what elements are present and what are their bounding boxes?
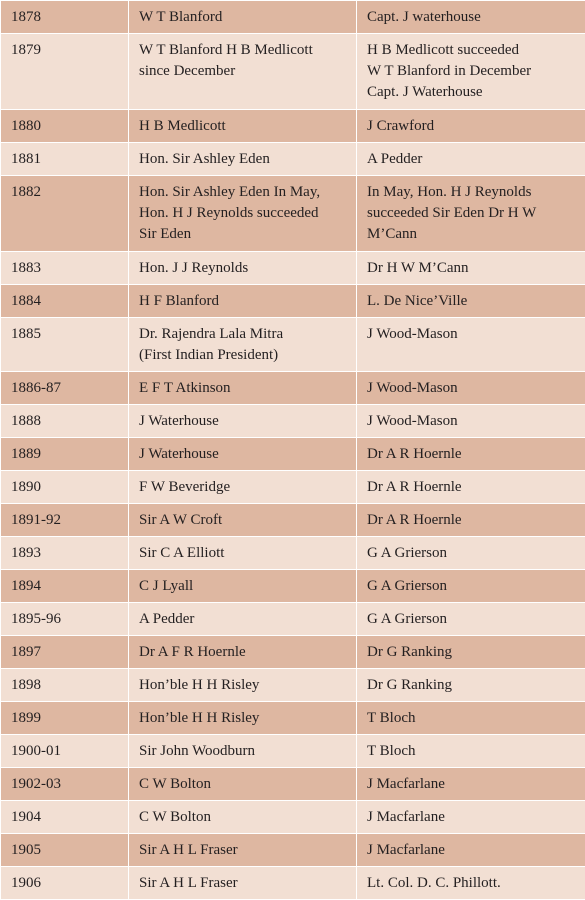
year-text: 1899: [11, 710, 41, 726]
year-cell: [1, 537, 129, 570]
president-cell: [129, 570, 357, 603]
secretary-cell: [357, 438, 585, 471]
table-row: [1, 537, 585, 570]
year-text: 1905: [11, 842, 41, 858]
president-cell: [129, 372, 357, 405]
president-text-line: A Pedder: [139, 611, 195, 627]
table-row: [1, 110, 585, 143]
president-cell: [129, 318, 357, 372]
president-text-line: H F Blanford: [139, 293, 219, 309]
secretary-cell: [357, 768, 585, 801]
secretary-cell: [357, 143, 585, 176]
president-cell: [129, 669, 357, 702]
secretary-text-line: Dr G Ranking: [367, 644, 452, 660]
table-row: [1, 143, 585, 176]
year-text: 1904: [11, 809, 41, 825]
secretary-text-line: G A Grierson: [367, 578, 447, 594]
president-cell: [129, 34, 357, 110]
table-row: [1, 735, 585, 768]
year-cell: [1, 143, 129, 176]
secretary-text-line: M’Cann: [367, 226, 417, 242]
table-row: [1, 285, 585, 318]
secretary-text-line: J Macfarlane: [367, 776, 445, 792]
year-cell: [1, 471, 129, 504]
table-row: [1, 1, 585, 34]
secretary-text-line: Dr H W M’Cann: [367, 260, 469, 276]
president-cell: [129, 867, 357, 900]
table-row: [1, 603, 585, 636]
year-cell: [1, 405, 129, 438]
president-text-line: J Waterhouse: [139, 413, 219, 429]
secretary-cell: [357, 471, 585, 504]
secretary-cell: [357, 669, 585, 702]
year-text: 1895-96: [11, 611, 61, 627]
secretary-text-line: A Pedder: [367, 151, 423, 167]
secretary-cell: [357, 252, 585, 285]
secretary-text-line: W T Blanford in December: [367, 63, 532, 79]
president-cell: [129, 735, 357, 768]
table-row: [1, 471, 585, 504]
table-row: [1, 702, 585, 735]
table-row: [1, 867, 585, 900]
president-text-line: W T Blanford H B Medlicott: [139, 42, 313, 58]
president-text-line: F W Beveridge: [139, 479, 231, 495]
president-cell: [129, 1, 357, 34]
year-text: 1883: [11, 260, 41, 276]
president-cell: [129, 603, 357, 636]
president-cell: [129, 176, 357, 252]
president-cell: [129, 252, 357, 285]
secretary-cell: [357, 285, 585, 318]
secretary-cell: [357, 34, 585, 110]
president-text-line: (First Indian President): [139, 347, 279, 363]
year-cell: [1, 372, 129, 405]
table-row: [1, 405, 585, 438]
secretary-cell: [357, 867, 585, 900]
president-text-line: E F T Atkinson: [139, 380, 231, 396]
secretary-text-line: Dr A R Hoernle: [367, 479, 462, 495]
table-row: [1, 801, 585, 834]
table-row: [1, 318, 585, 372]
president-text-line: Sir C A Elliott: [139, 545, 225, 561]
year-cell: [1, 252, 129, 285]
secretary-text-line: L. De Nice’Ville: [367, 293, 468, 309]
table-row: [1, 34, 585, 110]
table-row: [1, 570, 585, 603]
president-text-line: C J Lyall: [139, 578, 194, 594]
table-row: [1, 768, 585, 801]
president-text-line: H B Medlicott: [139, 118, 226, 134]
president-cell: [129, 702, 357, 735]
year-cell: [1, 1, 129, 34]
secretary-text-line: G A Grierson: [367, 545, 447, 561]
year-cell: [1, 702, 129, 735]
table-row: [1, 438, 585, 471]
year-cell: [1, 768, 129, 801]
secretary-text-line: T Bloch: [367, 743, 416, 759]
president-cell: [129, 438, 357, 471]
president-text-line: J Waterhouse: [139, 446, 219, 462]
year-text: 1886-87: [11, 380, 61, 396]
secretary-cell: [357, 636, 585, 669]
year-cell: [1, 570, 129, 603]
secretary-text-line: T Bloch: [367, 710, 416, 726]
president-text-line: C W Bolton: [139, 776, 211, 792]
secretary-text-line: Dr G Ranking: [367, 677, 452, 693]
president-text-line: Sir Eden: [139, 226, 192, 242]
year-text: 1893: [11, 545, 41, 561]
secretary-cell: [357, 110, 585, 143]
table-row: [1, 834, 585, 867]
president-text-line: Hon’ble H H Risley: [139, 677, 260, 693]
year-cell: [1, 438, 129, 471]
president-cell: [129, 471, 357, 504]
president-text-line: Sir A H L Fraser: [139, 875, 238, 891]
secretary-text-line: Dr A R Hoernle: [367, 446, 462, 462]
secretary-cell: [357, 405, 585, 438]
president-cell: [129, 504, 357, 537]
secretary-text-line: Dr A R Hoernle: [367, 512, 462, 528]
records-table-body: [1, 1, 585, 900]
president-text-line: Sir John Woodburn: [139, 743, 256, 759]
president-cell: [129, 110, 357, 143]
president-text-line: C W Bolton: [139, 809, 211, 825]
president-cell: [129, 285, 357, 318]
secretary-cell: [357, 603, 585, 636]
year-text: 1885: [11, 326, 41, 342]
year-text: 1889: [11, 446, 41, 462]
year-text: 1902-03: [11, 776, 61, 792]
year-cell: [1, 285, 129, 318]
year-text: 1891-92: [11, 512, 61, 528]
president-cell: [129, 143, 357, 176]
table-row: [1, 372, 585, 405]
secretary-text-line: J Crawford: [367, 118, 435, 134]
secretary-cell: [357, 504, 585, 537]
year-text: 1890: [11, 479, 41, 495]
year-text: 1897: [11, 644, 41, 660]
president-text-line: Hon. Sir Ashley Eden In May,: [139, 184, 321, 200]
president-text-line: Hon’ble H H Risley: [139, 710, 260, 726]
year-cell: [1, 867, 129, 900]
year-text: 1898: [11, 677, 41, 693]
year-cell: [1, 669, 129, 702]
secretary-cell: [357, 570, 585, 603]
secretary-text-line: J Wood-Mason: [367, 380, 458, 396]
president-text-line: Dr. Rajendra Lala Mitra: [139, 326, 284, 342]
president-text-line: Hon. H J Reynolds succeeded: [139, 205, 319, 221]
secretary-cell: [357, 801, 585, 834]
president-text-line: Dr A F R Hoernle: [139, 644, 246, 660]
table-row: [1, 176, 585, 252]
secretary-cell: [357, 318, 585, 372]
year-text: 1900-01: [11, 743, 61, 759]
year-cell: [1, 834, 129, 867]
year-cell: [1, 603, 129, 636]
president-text-line: since December: [139, 63, 236, 79]
table-row: [1, 252, 585, 285]
year-cell: [1, 735, 129, 768]
year-text: 1881: [11, 151, 41, 167]
year-text: 1884: [11, 293, 41, 309]
year-text: 1906: [11, 875, 41, 891]
president-text-line: Sir A H L Fraser: [139, 842, 238, 858]
secretary-text-line: In May, Hon. H J Reynolds: [367, 184, 532, 200]
year-text: 1879: [11, 42, 41, 58]
president-cell: [129, 768, 357, 801]
secretary-cell: [357, 735, 585, 768]
year-text: 1888: [11, 413, 41, 429]
secretary-cell: [357, 1, 585, 34]
president-cell: [129, 537, 357, 570]
secretary-text-line: J Wood-Mason: [367, 326, 458, 342]
secretary-text-line: J Macfarlane: [367, 842, 445, 858]
year-text: 1880: [11, 118, 41, 134]
secretary-text-line: Capt. J Waterhouse: [367, 84, 483, 100]
year-text: 1878: [11, 9, 41, 25]
secretary-text-line: J Macfarlane: [367, 809, 445, 825]
secretary-cell: [357, 834, 585, 867]
year-cell: [1, 110, 129, 143]
year-cell: [1, 34, 129, 110]
secretary-cell: [357, 176, 585, 252]
secretary-text-line: G A Grierson: [367, 611, 447, 627]
table-row: [1, 504, 585, 537]
secretary-text-line: Lt. Col. D. C. Phillott.: [367, 875, 501, 891]
year-cell: [1, 176, 129, 252]
secretary-text-line: succeeded Sir Eden Dr H W: [367, 205, 537, 221]
secretary-text-line: Capt. J waterhouse: [367, 9, 481, 25]
secretary-cell: [357, 702, 585, 735]
year-cell: [1, 801, 129, 834]
secretary-cell: [357, 537, 585, 570]
president-cell: [129, 405, 357, 438]
president-text-line: Hon. Sir Ashley Eden: [139, 151, 270, 167]
year-text: 1894: [11, 578, 41, 594]
president-cell: [129, 834, 357, 867]
table-row: [1, 669, 585, 702]
table-row: [1, 636, 585, 669]
secretary-text-line: J Wood-Mason: [367, 413, 458, 429]
secretary-cell: [357, 372, 585, 405]
president-text-line: Sir A W Croft: [139, 512, 223, 528]
president-cell: [129, 801, 357, 834]
year-cell: [1, 318, 129, 372]
year-cell: [1, 636, 129, 669]
year-text: 1882: [11, 184, 41, 200]
president-text-line: Hon. J J Reynolds: [139, 260, 249, 276]
year-cell: [1, 504, 129, 537]
president-cell: [129, 636, 357, 669]
president-text-line: W T Blanford: [139, 9, 223, 25]
secretary-text-line: H B Medlicott succeeded: [367, 42, 520, 58]
